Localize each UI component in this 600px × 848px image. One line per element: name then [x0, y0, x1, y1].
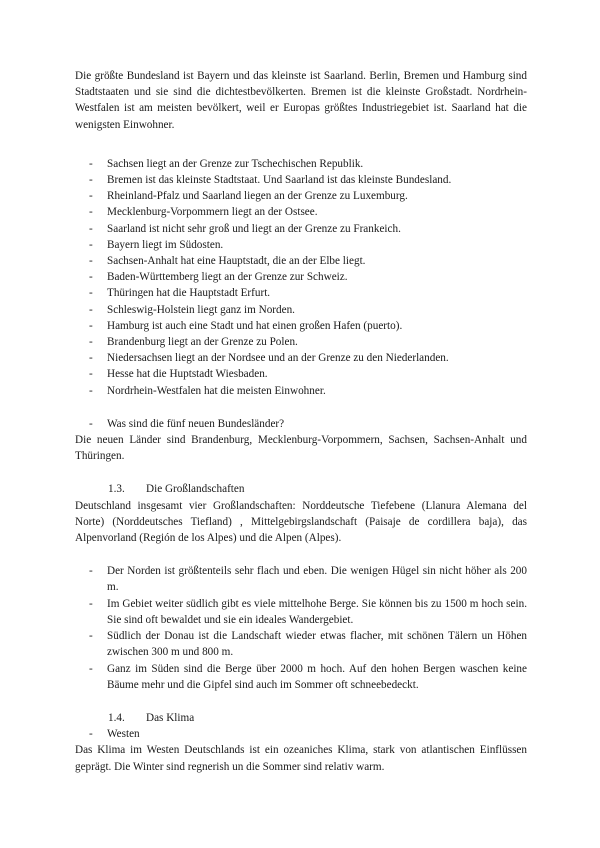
question-list	[75, 416, 527, 432]
list-item: - Bayern liegt im Südosten.	[75, 237, 527, 253]
climate-paragraph: Das Klima im Westen Deutschlands ist ein ozeaniches Klima, stark von atlantischen Einflüssen geprägt. Die Winter sind regnerish un die Sommer sind relativ warm.	[75, 744, 527, 773]
list-item: - Saarland ist nicht sehr groß und liegt an der Grenze zu Frankeich.	[75, 221, 527, 237]
section-number: 1.3.	[108, 483, 125, 496]
landscapes-paragraph: Deutschland insgesamt vier Großlandschaften: Norddeutsche Tiefebene (Llanura Alemana del Norte) (Norddeutsches Tiefland) , Mittelgebirgslandschaft (Paisaje de cordillera baja), das Alpenvorland (Región de los Alpes) und die Alpen (Alpes).	[75, 499, 527, 545]
list-item: - Im Gebiet weiter südlich gibt es viele mittelhohe Berge. Sie können bis zu 1500 m hoch sein. Sie sind oft bewaldet und sie ein ideales Wandergebiet.	[75, 596, 527, 628]
list-item: - Ganz im Süden sind die Berge über 2000 m hoch. Auf den hohen Bergen waschen keine Bäume mehr und die Gipfel sind auch im Sommer oft schneebedeckt.	[75, 661, 527, 693]
list-item: - Nordrhein-Westfalen hat die meisten Einwohner.	[75, 383, 527, 399]
list-item: - Brandenburg liegt an der Grenze zu Polen.	[75, 334, 527, 350]
section-heading-1-3	[75, 481, 527, 497]
document-page	[75, 68, 527, 775]
section-number: 1.4.	[108, 711, 125, 724]
section-title: Das Klima	[146, 711, 195, 724]
list-item: - Südlich der Donau ist die Landschaft wieder etwas flacher, mit schönen Tälern un Höhen zwischen 300 m und 800 m.	[75, 628, 527, 660]
intro-paragraph: Die größte Bundesland ist Bayern und das kleinste ist Saarland. Berlin, Bremen und Hamburg sind Stadtstaaten und sie sind die dichtestbevölkerten. Bremen ist die kleinste Großstadt. Nordrhein-Westfalen ist am meisten bevölkert, weil er Europas größtes Industriegebiet ist. Saarland hat die wenigsten Einwohner.	[75, 70, 527, 131]
facts-list	[75, 156, 527, 399]
landscapes-list	[75, 563, 527, 693]
list-item: - Sachsen-Anhalt hat eine Hauptstadt, die an der Elbe liegt.	[75, 253, 527, 269]
list-item: - Rheinland-Pfalz und Saarland liegen an der Grenze zu Luxemburg.	[75, 188, 527, 204]
list-item: - Schleswig-Holstein liegt ganz im Norden.	[75, 302, 527, 318]
list-item: - Der Norden ist größtenteils sehr flach und eben. Die wenigen Hügel sin nicht höher als 200 m.	[75, 563, 527, 595]
section-heading-1-4	[75, 710, 527, 726]
list-item: - Sachsen liegt an der Grenze zur Tschechischen Republik.	[75, 156, 527, 172]
list-item: - Westen	[75, 726, 527, 742]
list-item: - Hesse hat die Huptstadt Wiesbaden.	[75, 366, 527, 382]
section-title: Die Großlandschaften	[146, 483, 245, 496]
list-item: - Baden-Württemberg liegt an der Grenze zur Schweiz.	[75, 269, 527, 285]
list-item: - Mecklenburg-Vorpommern liegt an der Ostsee.	[75, 204, 527, 220]
list-item: - Bremen ist das kleinste Stadtstaat. Und Saarland ist das kleinste Bundesland.	[75, 172, 527, 188]
answer-paragraph: Die neuen Länder sind Brandenburg, Mecklenburg-Vorpommern, Sachsen, Sachsen-Anhalt und Thüringen.	[75, 434, 527, 463]
question-item: - Was sind die fünf neuen Bundesländer?	[75, 416, 527, 432]
list-item: - Hamburg ist auch eine Stadt und hat einen großen Hafen (puerto).	[75, 318, 527, 334]
list-item: - Niedersachsen liegt an der Nordsee und an der Grenze zu den Niederlanden.	[75, 350, 527, 366]
climate-list	[75, 726, 527, 742]
list-item: - Thüringen hat die Hauptstadt Erfurt.	[75, 285, 527, 301]
